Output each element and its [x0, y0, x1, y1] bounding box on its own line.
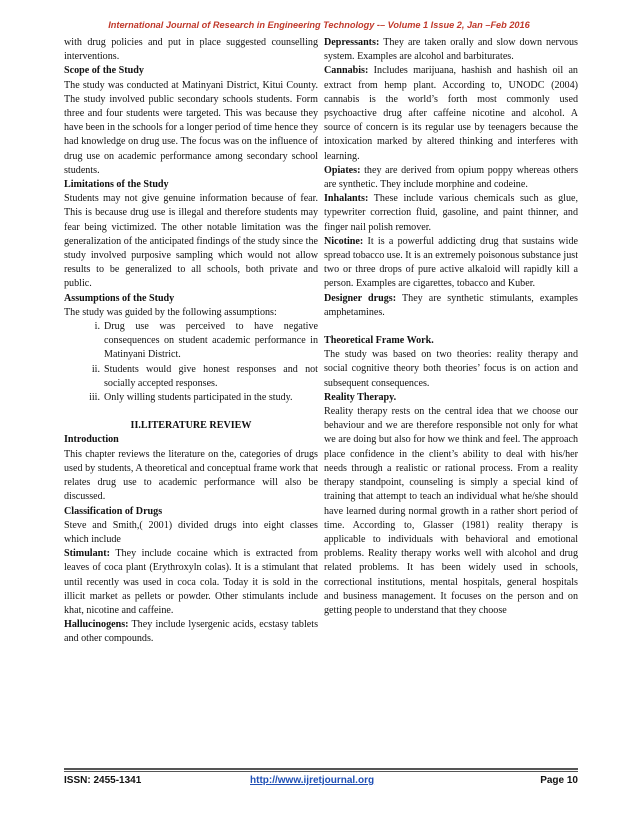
framework-paragraph: The study was based on two theories: reality therapy and social cognitive theory both theories’ focus is on action and subsequent consequences.: [324, 349, 578, 389]
assumptions-list: [64, 320, 318, 405]
nicotine-text: It is a powerful addicting drug that sustains wide spread tobacco use. It is an extremely poisonous substance just two or three drops of pure active alkaloid will rapidly kill a person. Examples are cigarettes, tobacco and Kuber.: [324, 235, 578, 290]
scope-paragraph: The study was conducted at Matinyani District, Kitui County. The study involved public secondary schools students. Form three and four students were targeted. This was because they have been in the schools for a longer period of time hence they had knowledge on drug use. The focus was on the influence of drug use on academic performance among secondary school students.: [64, 79, 318, 176]
hallucinogens-text: They include lysergenic acids, ecstasy tablets and other compounds.: [64, 619, 318, 645]
introduction-paragraph: This chapter reviews the literature on the, categories of drugs used by students, A theoretical and conceptual frame work that relates drug use to academic performance will also be discussed.: [64, 448, 318, 503]
list-number: iii.: [89, 392, 100, 404]
inhalants-entry: [324, 192, 578, 235]
cannabis-term: Cannabis:: [324, 65, 369, 77]
list-text: Only willing students participated in the study.: [104, 392, 293, 404]
opiates-entry: [324, 164, 578, 192]
opiates-text: they are derived from opium poppy whereas others are synthetic. They include morphine and codeine.: [324, 164, 578, 191]
reality-therapy-heading: Reality Therapy.: [324, 391, 397, 403]
list-text: Drug use was perceived to have negative consequences on student academic performance in Matinyani District.: [104, 321, 318, 361]
hallucinogens-term: Hallucinogens:: [64, 619, 129, 631]
stimulant-entry: [64, 547, 318, 618]
classification-paragraph: Steve and Smith,( 2001) divided drugs into eight classes which include: [64, 519, 318, 545]
assumptions-intro: The study was guided by the following assumptions:: [64, 306, 277, 318]
issn-label: ISSN: 2455-1341: [64, 775, 142, 786]
framework-heading: Theoretical Frame Work.: [324, 335, 434, 347]
intro-paragraph: with drug policies and put in place suggested counselling interventions.: [64, 37, 318, 63]
introduction-heading: Introduction: [64, 434, 119, 446]
journal-link[interactable]: http://www.ijretjournal.org: [250, 775, 375, 786]
hallucinogens-entry: [64, 618, 318, 646]
right-column: [324, 36, 578, 618]
designer-drugs-text: They are synthetic stimulants, examples amphetamines.: [324, 292, 578, 318]
list-number: i.: [94, 321, 100, 333]
stimulant-term: Stimulant:: [64, 548, 110, 560]
reality-therapy-paragraph: Reality therapy rests on the central idea that we choose our behaviour and we are therefore responsible not only for what we are doing but also for how we think and feel. The approach place confidence in the client’s ability to deal with his/her needs through a realistic or rational process. From a reality therapy standpoint, counseling is simply a special kind of training that attempt to teach an individual what he/she should have learned during normal growth in a rather short period of time. According to, Glasser (1981) reality therapy is applicable to individuals with behavioral and emotional problems. Reality therapy works well with alcohol and drug related problems. It has been widely used in schools, correctional institutions, mental hospitals, general hospitals and business management. It focuses on the person and on getting people to understand that they choose: [324, 406, 578, 616]
scope-heading: Scope of the Study: [64, 65, 144, 77]
inhalants-term: Inhalants:: [324, 193, 369, 205]
designer-drugs-term: Designer drugs:: [324, 292, 397, 304]
depressants-term: Depressants:: [324, 37, 380, 48]
nicotine-entry: [324, 235, 578, 292]
stimulant-text: They include cocaine which is extracted from leaves of coca plant (Erythroxyln colas). It is a stimulant that until recently was used in coca cola. Today it is sold in the illicit market as pellets or powder. Other stimulants include khat, nicotine and caffeine.: [64, 548, 318, 616]
list-item: [64, 320, 318, 363]
journal-header: International Journal of Research in Engineering Technology -– Volume 1 Issue 2, Jan –Feb 2016: [108, 20, 530, 30]
opiates-term: Opiates:: [324, 164, 361, 176]
nicotine-term: Nicotine:: [324, 235, 364, 247]
list-number: ii.: [91, 363, 100, 375]
classification-heading: Classification of Drugs: [64, 505, 163, 517]
list-text: Students would give honest responses and not socially accepted responses.: [104, 363, 318, 389]
section-title: II.LITERATURE REVIEW: [130, 420, 252, 432]
page-number: Page 10: [540, 775, 578, 786]
footer-divider: [64, 768, 578, 770]
footer-divider-thin: [64, 771, 578, 772]
limitations-paragraph: Students may not give genuine information because of fear. This is because drug use is illegal and therefore students may fear being victimized. The other notable limitation was the generalization of the anticipated findings of the study since the study involved purposive sampling which would not allow results to be generalized to all schools, both private and public.: [64, 193, 318, 290]
designer-drugs-entry: [324, 292, 578, 320]
list-item: [64, 363, 318, 391]
inhalants-text: These include various chemicals such as glue, typewriter correction fluid, gasoline, and paint thinner, and finger nail polish remover.: [324, 193, 578, 233]
depressants-entry: [324, 36, 578, 64]
depressants-text: They are taken orally and slow down nervous system. Examples are alcohol and barbiturates.: [324, 37, 578, 63]
cannabis-text: Includes marijuana, hashish and hashish oil an extract from hemp plant. According to, UNODC (2004) cannabis is the world’s forth most commonly used psychoactive drug after caffeine nicotine and alcohol. A source of concern is its regular use by teenagers because the intoxication marked by altered thinking and interferes with learning.: [324, 65, 578, 162]
list-item: [64, 391, 318, 405]
assumptions-heading: Assumptions of the Study: [64, 292, 175, 304]
limitations-heading: Limitations of the Study: [64, 179, 169, 191]
left-column: [64, 36, 318, 647]
cannabis-entry: [324, 64, 578, 163]
